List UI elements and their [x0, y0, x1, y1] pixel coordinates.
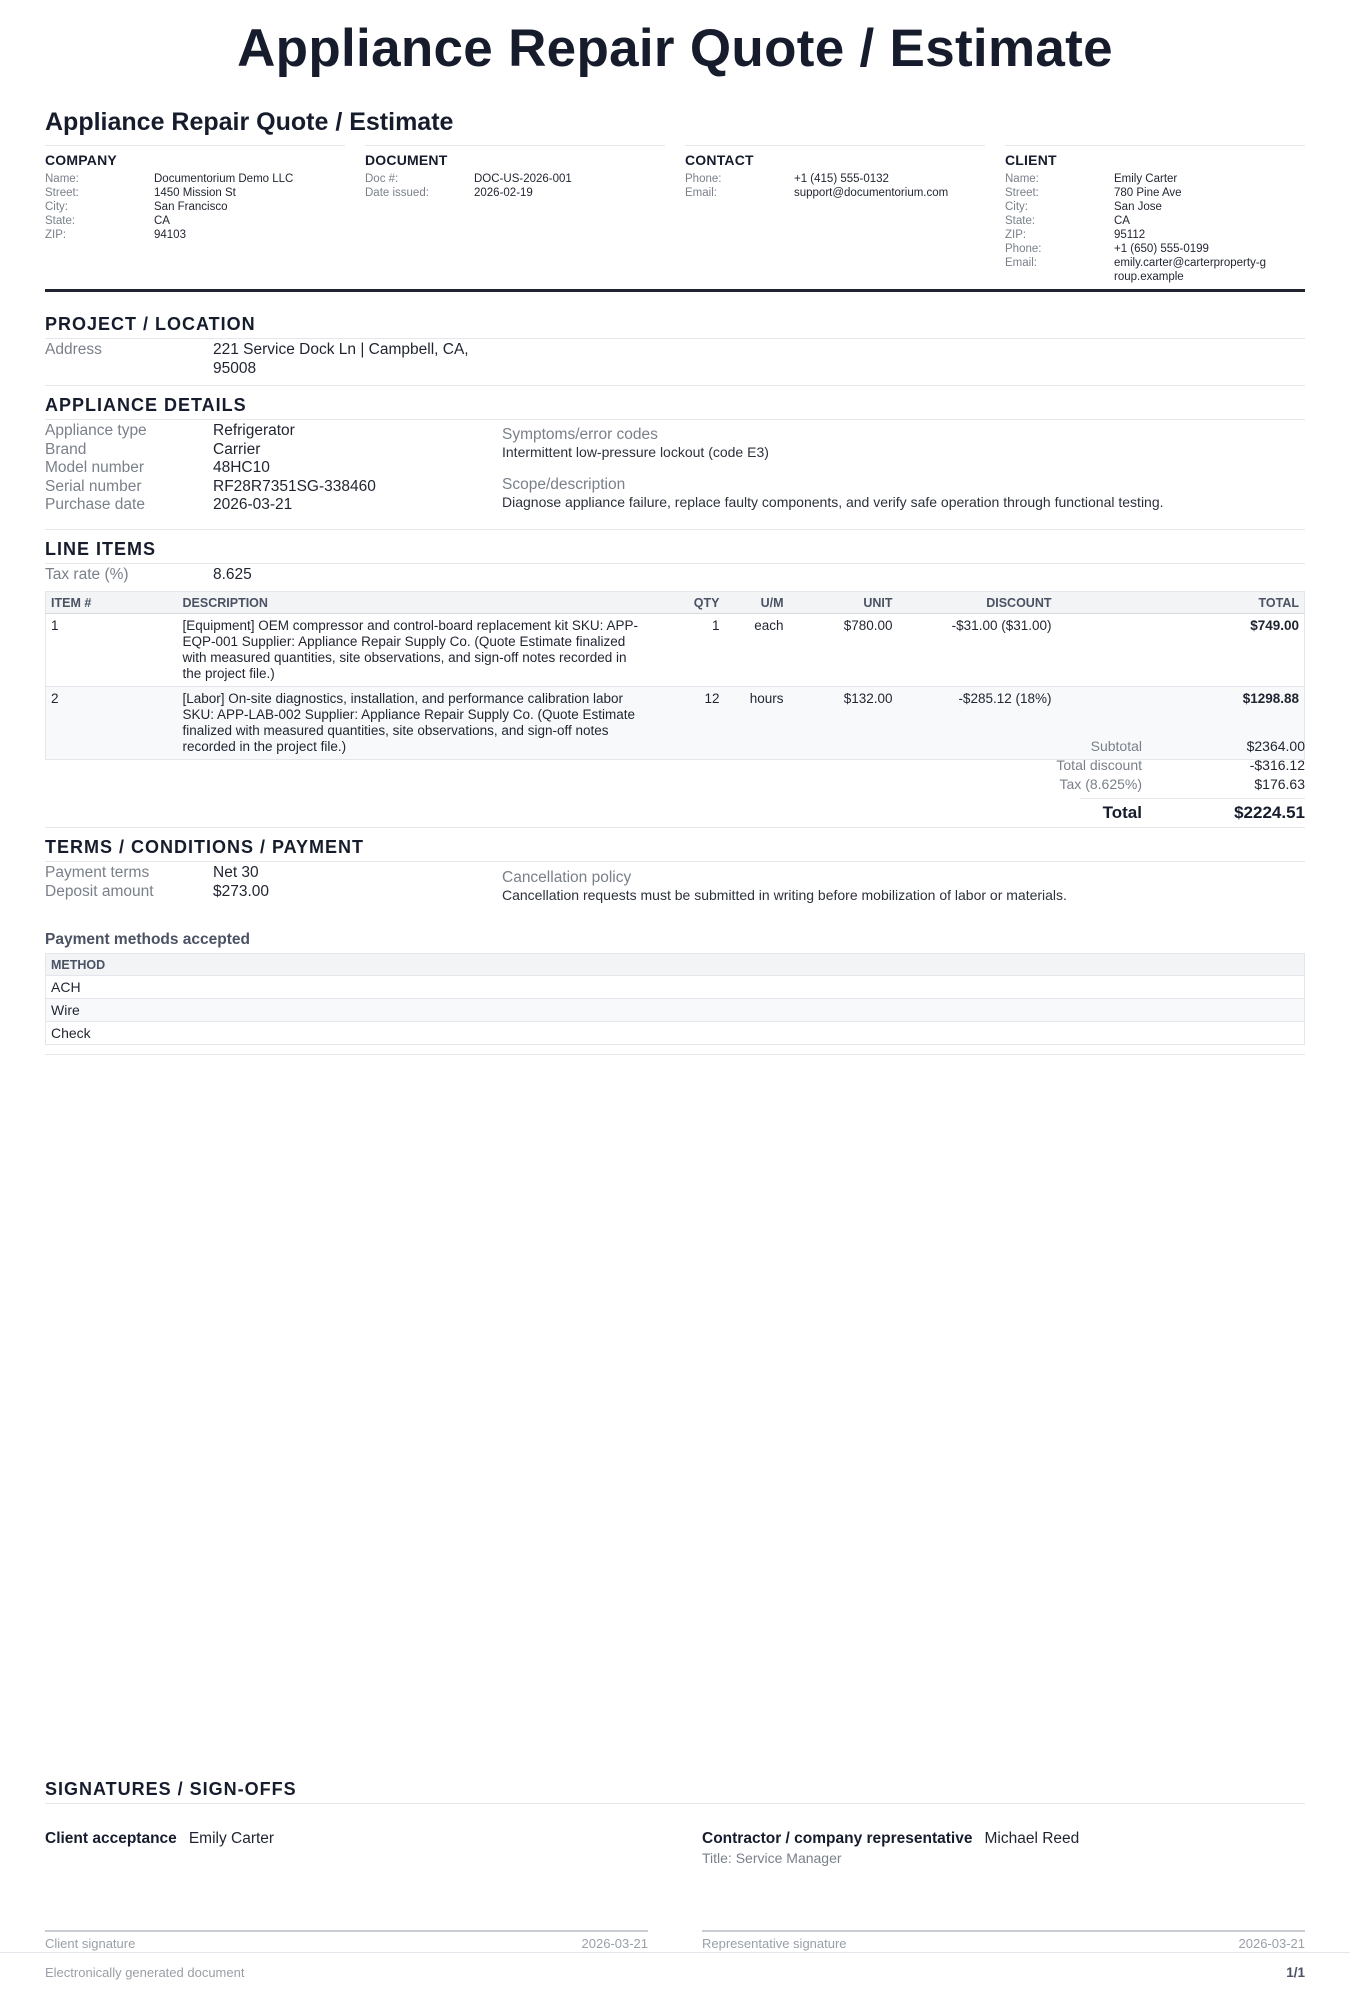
field-label: Phone:	[685, 173, 722, 185]
address-line-1: 221 Service Dock Ln | Campbell, CA,	[213, 341, 469, 358]
client-street-row	[1005, 186, 1305, 200]
scope-value: Diagnose appliance failure, replace faulty components, and verify safe operation through functional testing.	[502, 494, 1164, 510]
contact-phone-row	[685, 172, 985, 186]
symptoms-label: Symptoms/error codes	[502, 426, 658, 443]
um-cell: each	[725, 614, 789, 687]
column-header-description: DESCRIPTION	[178, 592, 650, 614]
unit-cell: $132.00	[789, 687, 898, 760]
field-value: 48HC10	[213, 459, 270, 476]
document-title: Appliance Repair Quote / Estimate	[45, 108, 454, 136]
field-value: Documentorium Demo LLC	[154, 173, 294, 185]
table-row	[46, 999, 1305, 1022]
method-cell: Wire	[46, 999, 1305, 1022]
project-address-row	[45, 341, 469, 378]
field-value: 2026-03-21	[213, 496, 293, 513]
cancellation-block	[502, 868, 1302, 904]
subtotal-value: $2364.00	[1246, 738, 1305, 754]
total-cell: $1298.88	[1057, 687, 1305, 760]
table-header-row	[46, 592, 1305, 614]
line-items-table	[45, 591, 1305, 760]
field-label: Brand	[45, 440, 87, 458]
field-label: Payment terms	[45, 864, 150, 881]
company-city-row	[45, 200, 345, 214]
field-label: State:	[45, 215, 76, 227]
field-value: Carrier	[213, 440, 261, 458]
method-cell: ACH	[46, 976, 1305, 999]
signatures-section-title: SIGNATURES / SIGN-OFFS	[45, 1779, 1305, 1804]
field-label: Doc #:	[365, 173, 399, 185]
scope-block	[502, 475, 1302, 511]
representative-title: Title: Service Manager	[702, 1850, 842, 1866]
total-discount-label: Total discount	[1056, 757, 1142, 773]
discount-cell: -$285.12 (18%)	[898, 687, 1057, 760]
purchase-date-row	[45, 496, 292, 515]
total-cell: $749.00	[1057, 614, 1305, 687]
field-label: Name:	[45, 173, 79, 185]
tax-row	[960, 775, 1305, 794]
table-row	[46, 614, 1305, 687]
address-value	[213, 341, 469, 378]
symptoms-block	[502, 425, 1302, 461]
project-section-title: PROJECT / LOCATION	[45, 314, 1305, 339]
representative-name: Michael Reed	[984, 1830, 1080, 1847]
grand-total-value: $2224.51	[1234, 803, 1305, 822]
column-header-qty: QTY	[650, 592, 725, 614]
total-discount-row	[960, 756, 1305, 775]
method-cell: Check	[46, 1022, 1305, 1045]
client-signature-label: Client signature	[45, 1936, 136, 1951]
header-blocks	[45, 145, 1305, 284]
field-label: Serial number	[45, 477, 142, 495]
unit-cell: $780.00	[789, 614, 898, 687]
divider	[45, 1054, 1305, 1055]
field-value: 2026-02-19	[474, 187, 533, 199]
table-header-row	[46, 954, 1305, 976]
field-value: Emily Carter	[1114, 173, 1178, 185]
divider	[45, 827, 1305, 828]
column-header-discount: DISCOUNT	[898, 592, 1057, 614]
company-state-row	[45, 214, 345, 228]
client-block	[1005, 145, 1305, 284]
column-header-um: U/M	[725, 592, 789, 614]
client-block-title: CLIENT	[1005, 152, 1057, 168]
client-zip-row	[1005, 228, 1305, 242]
client-city-row	[1005, 200, 1305, 214]
item-number-cell: 2	[46, 687, 178, 760]
field-value: $273.00	[213, 882, 270, 900]
payment-methods-table	[45, 953, 1305, 1045]
field-label: City:	[45, 201, 68, 213]
grand-total-label: Total	[1102, 803, 1142, 822]
client-acceptance	[45, 1829, 274, 1848]
client-email-row	[1005, 256, 1305, 284]
subtotal-label: Subtotal	[1090, 738, 1142, 754]
field-value: San Francisco	[154, 201, 228, 213]
doc-number-row	[365, 172, 665, 186]
appliance-type-row	[45, 422, 295, 441]
deposit-amount-row	[45, 883, 269, 902]
client-signature-caption	[45, 1936, 648, 1951]
description-cell: [Equipment] OEM compressor and control-board replacement kit SKU: APP-EQP-001 Supplier: Appliance Repair Supply Co. (Quote Estimate finalized with measured quantities, site observations, and sign-off notes recorded in the project file.)	[178, 614, 650, 687]
document-block-title: DOCUMENT	[365, 152, 448, 168]
cancellation-value: Cancellation requests must be submitted in writing before mobilization of labor or materials.	[502, 887, 1067, 903]
qty-cell: 12	[650, 687, 725, 760]
column-header-item-number: ITEM #	[46, 592, 178, 614]
contact-block	[685, 145, 985, 284]
field-value: support@documentorium.com	[794, 187, 949, 199]
company-zip-row	[45, 228, 345, 242]
total-divider	[1080, 798, 1305, 799]
symptoms-value: Intermittent low-pressure lockout (code E3)	[502, 444, 769, 460]
grand-total-row	[960, 803, 1305, 823]
field-value: CA	[154, 215, 170, 227]
serial-number-row	[45, 478, 376, 497]
field-value: 780 Pine Ave	[1114, 187, 1182, 199]
client-state-row	[1005, 214, 1305, 228]
payment-methods-title: Payment methods accepted	[45, 931, 251, 948]
tax-rate-value: 8.625	[213, 566, 252, 583]
field-value: 95112	[1114, 229, 1146, 241]
representative-signature-line[interactable]	[702, 1930, 1305, 1932]
company-name-row	[45, 172, 345, 186]
divider	[45, 385, 1305, 386]
field-label: City:	[1005, 201, 1028, 213]
document-block	[365, 145, 665, 284]
representative-acceptance	[702, 1829, 1079, 1848]
field-label: ZIP:	[1005, 229, 1027, 241]
tax-label: Tax (8.625%)	[1059, 776, 1142, 792]
column-header-method: METHOD	[46, 954, 1305, 976]
model-number-row	[45, 459, 270, 478]
field-value: DOC-US-2026-001	[474, 173, 572, 185]
tax-value: $176.63	[1254, 776, 1305, 792]
field-label: Deposit amount	[45, 882, 154, 900]
field-value: Refrigerator	[213, 422, 295, 439]
description-cell: [Labor] On-site diagnostics, installation, and performance calibration labor SKU: APP-LAB-002 Supplier: Appliance Repair Supply Co. (Quote Estimate finalized with measured quantities, site observations, and sign-off notes recorded in the project file.)	[178, 687, 650, 760]
field-label: Date issued:	[365, 187, 429, 199]
field-label: Email:	[1005, 257, 1037, 269]
field-value: +1 (415) 555-0132	[794, 173, 889, 185]
main-title: Appliance Repair Quote / Estimate	[237, 19, 1113, 78]
contact-block-title: CONTACT	[685, 152, 754, 168]
field-value: San Jose	[1114, 201, 1162, 213]
field-label: Street:	[1005, 187, 1039, 199]
company-street-row	[45, 186, 345, 200]
field-label: Purchase date	[45, 496, 145, 513]
page-number: 1/1	[1286, 1965, 1305, 1980]
address-label: Address	[45, 341, 102, 358]
footer-note: Electronically generated document	[45, 1965, 245, 1980]
field-value: Net 30	[213, 864, 259, 881]
representative-signature-caption	[702, 1936, 1305, 1951]
item-number-cell: 1	[46, 614, 178, 687]
field-value: CA	[1114, 215, 1130, 227]
um-cell: hours	[725, 687, 789, 760]
brand-row	[45, 441, 260, 460]
total-discount-value: -$316.12	[1249, 757, 1305, 773]
column-header-total: TOTAL	[1057, 592, 1305, 614]
company-block-title: COMPANY	[45, 152, 117, 168]
tax-rate-label: Tax rate (%)	[45, 566, 129, 583]
company-block	[45, 145, 345, 284]
contact-email-row	[685, 186, 985, 200]
field-label: State:	[1005, 215, 1036, 227]
field-value: 94103	[154, 229, 186, 241]
subtotal-row	[960, 737, 1305, 756]
column-header-unit: UNIT	[789, 592, 898, 614]
representative-signature-label: Representative signature	[702, 1936, 847, 1951]
field-label: ZIP:	[45, 229, 67, 241]
field-label: Name:	[1005, 173, 1039, 185]
representative-signature-date: 2026-03-21	[1238, 1936, 1305, 1951]
cancellation-label: Cancellation policy	[502, 869, 632, 886]
header-divider	[45, 289, 1305, 292]
divider	[45, 529, 1305, 530]
line-items-section-title: LINE ITEMS	[45, 539, 1305, 564]
scope-label: Scope/description	[502, 476, 626, 493]
field-label: Street:	[45, 187, 79, 199]
date-issued-row	[365, 186, 665, 200]
field-label: Email:	[685, 187, 717, 199]
totals-block	[960, 737, 1305, 794]
client-acceptance-label: Client acceptance	[45, 1830, 177, 1847]
payment-terms-row	[45, 864, 259, 883]
qty-cell: 1	[650, 614, 725, 687]
field-value: emily.carter@carterproperty-group.example	[1114, 257, 1267, 283]
field-label: Appliance type	[45, 422, 147, 439]
client-signature-line[interactable]	[45, 1930, 648, 1932]
client-phone-row	[1005, 242, 1305, 256]
table-row	[46, 976, 1305, 999]
field-label: Model number	[45, 459, 145, 476]
field-value: RF28R7351SG-338460	[213, 477, 376, 495]
client-name-row	[1005, 172, 1305, 186]
tax-rate-row	[45, 566, 252, 585]
footer-divider	[0, 1952, 1350, 1953]
representative-label: Contractor / company representative	[702, 1830, 973, 1847]
discount-cell: -$31.00 ($31.00)	[898, 614, 1057, 687]
appliance-section-title: APPLIANCE DETAILS	[45, 395, 1305, 420]
client-acceptance-name: Emily Carter	[188, 1830, 275, 1847]
table-row	[46, 1022, 1305, 1045]
client-signature-date: 2026-03-21	[581, 1936, 648, 1951]
field-label: Phone:	[1005, 243, 1042, 255]
field-value: +1 (650) 555-0199	[1114, 243, 1209, 255]
address-line-2: 95008	[213, 359, 257, 377]
terms-section-title: TERMS / CONDITIONS / PAYMENT	[45, 837, 1305, 862]
field-value: 1450 Mission St	[154, 187, 236, 199]
